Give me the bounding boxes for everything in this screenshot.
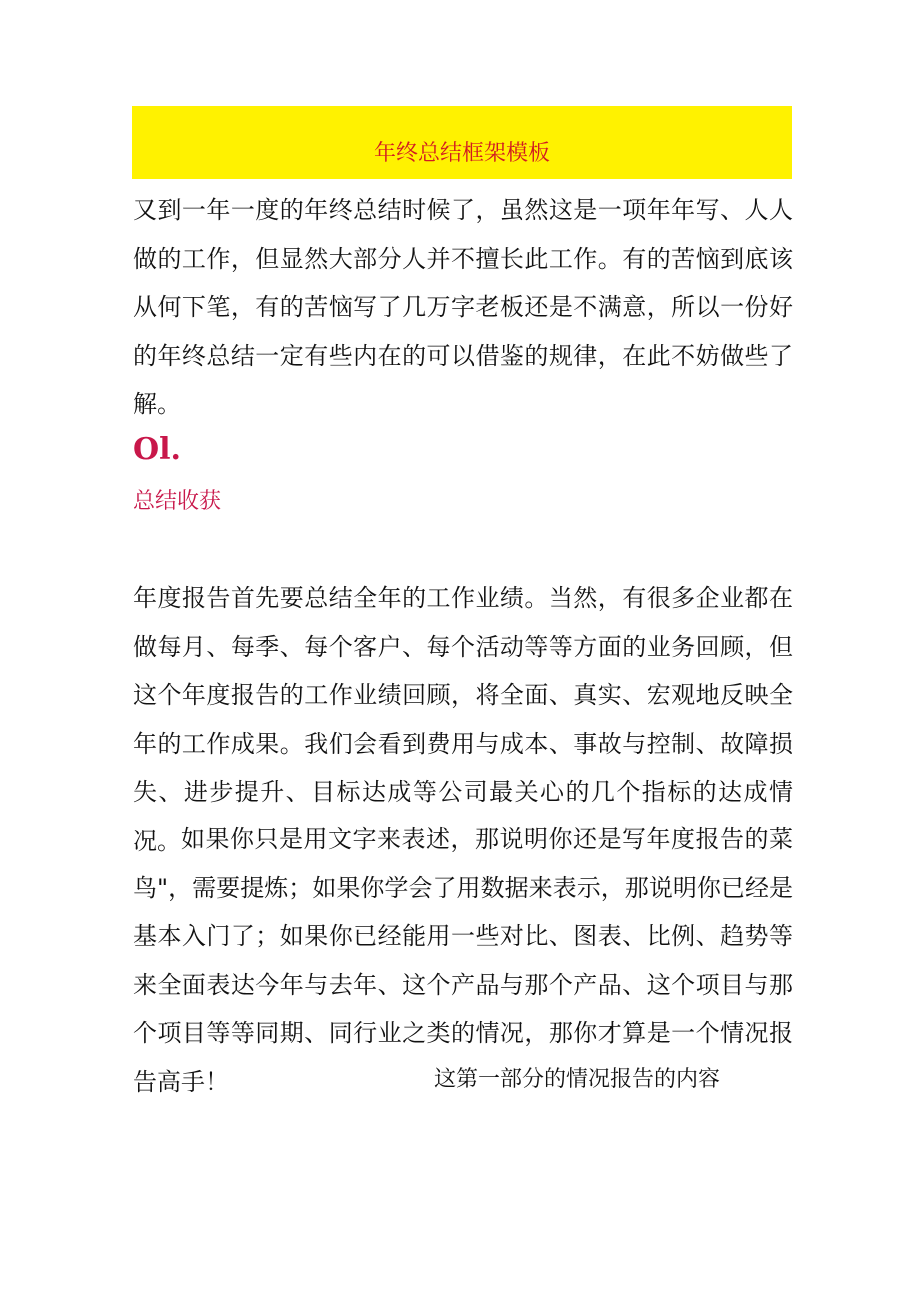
closing-line: 这第一部分的情况报告的内容	[434, 1067, 721, 1092]
body-paragraph-1: 年度报告首先要总结全年的工作业绩。当然，有很多企业都在做每月、每季、每个客户、每个活动等等方面的业务回顾，但这个年度报告的工作业绩回顾，将全面、真实、宏观地反映全年的工作成果。我们会看到费用与成本、事故与控制、故障损失、进步提升、目标达成等公司最关心的几个指标的达成情况。	[133, 584, 793, 855]
intro-paragraph: 又到一年一度的年终总结时候了，虽然这是一项年年写、人人做的工作，但显然大部分人并不擅长此工作。有的苦恼到底该从何下笔，有的苦恼写了几万字老板还是不满意，所以一份好的年终总结一定有些内在的可以借鉴的规律，在此不妨做些了解。	[133, 196, 793, 418]
section-heading: 总结收获	[133, 489, 222, 514]
title-banner	[132, 106, 792, 179]
body-paragraph-2-text: 如果你只是用文字来表述，那说明你还是写年度报告的菜鸟"，需要提炼；如果你学会了用数据来表示，那说明你已经是基本入门了；如果你已经能用一些对比、图表、比例、趋势等来全面表达今年与去年、这个产品与那个产品、这个项目与那个项目等等同期、同行业之类的情况，那你才算是一个情况报告高手！	[133, 825, 793, 1096]
section-number: Ol.	[133, 432, 181, 467]
document-title: 年终总结框架模板	[373, 141, 550, 166]
